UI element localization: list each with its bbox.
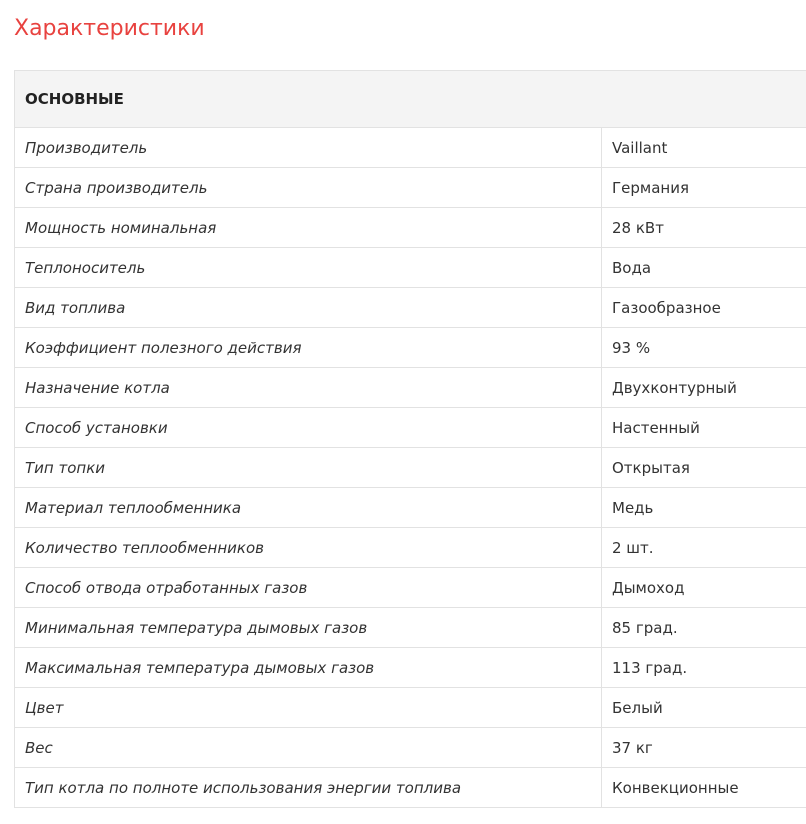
table-row [15,728,806,768]
table-row [15,688,806,728]
page-title: Характеристики [14,16,205,41]
spec-value: Медь [602,488,806,528]
table-row [15,568,806,608]
spec-value: Дымоход [602,568,806,608]
spec-label: Производитель [15,128,602,168]
spec-label: Назначение котла [15,368,602,408]
section-header-row [15,71,806,128]
spec-value: Конвекционные [602,768,806,808]
section-title: ОСНОВНЫЕ [15,71,806,128]
spec-label: Максимальная температура дымовых газов [15,648,602,688]
table-row [15,408,806,448]
table-row [15,328,806,368]
spec-value: 37 кг [602,728,806,768]
spec-label: Теплоноситель [15,248,602,288]
spec-value: Открытая [602,448,806,488]
spec-value: 2 шт. [602,528,806,568]
spec-value: Германия [602,168,806,208]
spec-label: Минимальная температура дымовых газов [15,608,602,648]
spec-value: 93 % [602,328,806,368]
table-row [15,208,806,248]
spec-value: 85 град. [602,608,806,648]
spec-label: Способ отвода отработанных газов [15,568,602,608]
spec-label: Страна производитель [15,168,602,208]
table-row [15,128,806,168]
table-row [15,368,806,408]
table-row [15,528,806,568]
spec-label: Вес [15,728,602,768]
spec-rows [15,128,806,808]
spec-label: Материал теплообменника [15,488,602,528]
spec-value: Vaillant [602,128,806,168]
spec-value: Вода [602,248,806,288]
spec-label: Мощность номинальная [15,208,602,248]
spec-value: 28 кВт [602,208,806,248]
table-row [15,248,806,288]
table-row [15,168,806,208]
spec-label: Способ установки [15,408,602,448]
table-row [15,768,806,808]
spec-label: Количество теплообменников [15,528,602,568]
spec-value: Двухконтурный [602,368,806,408]
spec-value: Настенный [602,408,806,448]
spec-label: Тип котла по полноте использования энергии топлива [15,768,602,808]
spec-table [14,70,806,808]
table-row [15,648,806,688]
spec-value: Газообразное [602,288,806,328]
table-row [15,288,806,328]
spec-label: Коэффициент полезного действия [15,328,602,368]
table-row [15,488,806,528]
spec-value: 113 град. [602,648,806,688]
spec-value: Белый [602,688,806,728]
table-row [15,608,806,648]
spec-label: Тип топки [15,448,602,488]
table-row [15,448,806,488]
spec-label: Цвет [15,688,602,728]
spec-label: Вид топлива [15,288,602,328]
